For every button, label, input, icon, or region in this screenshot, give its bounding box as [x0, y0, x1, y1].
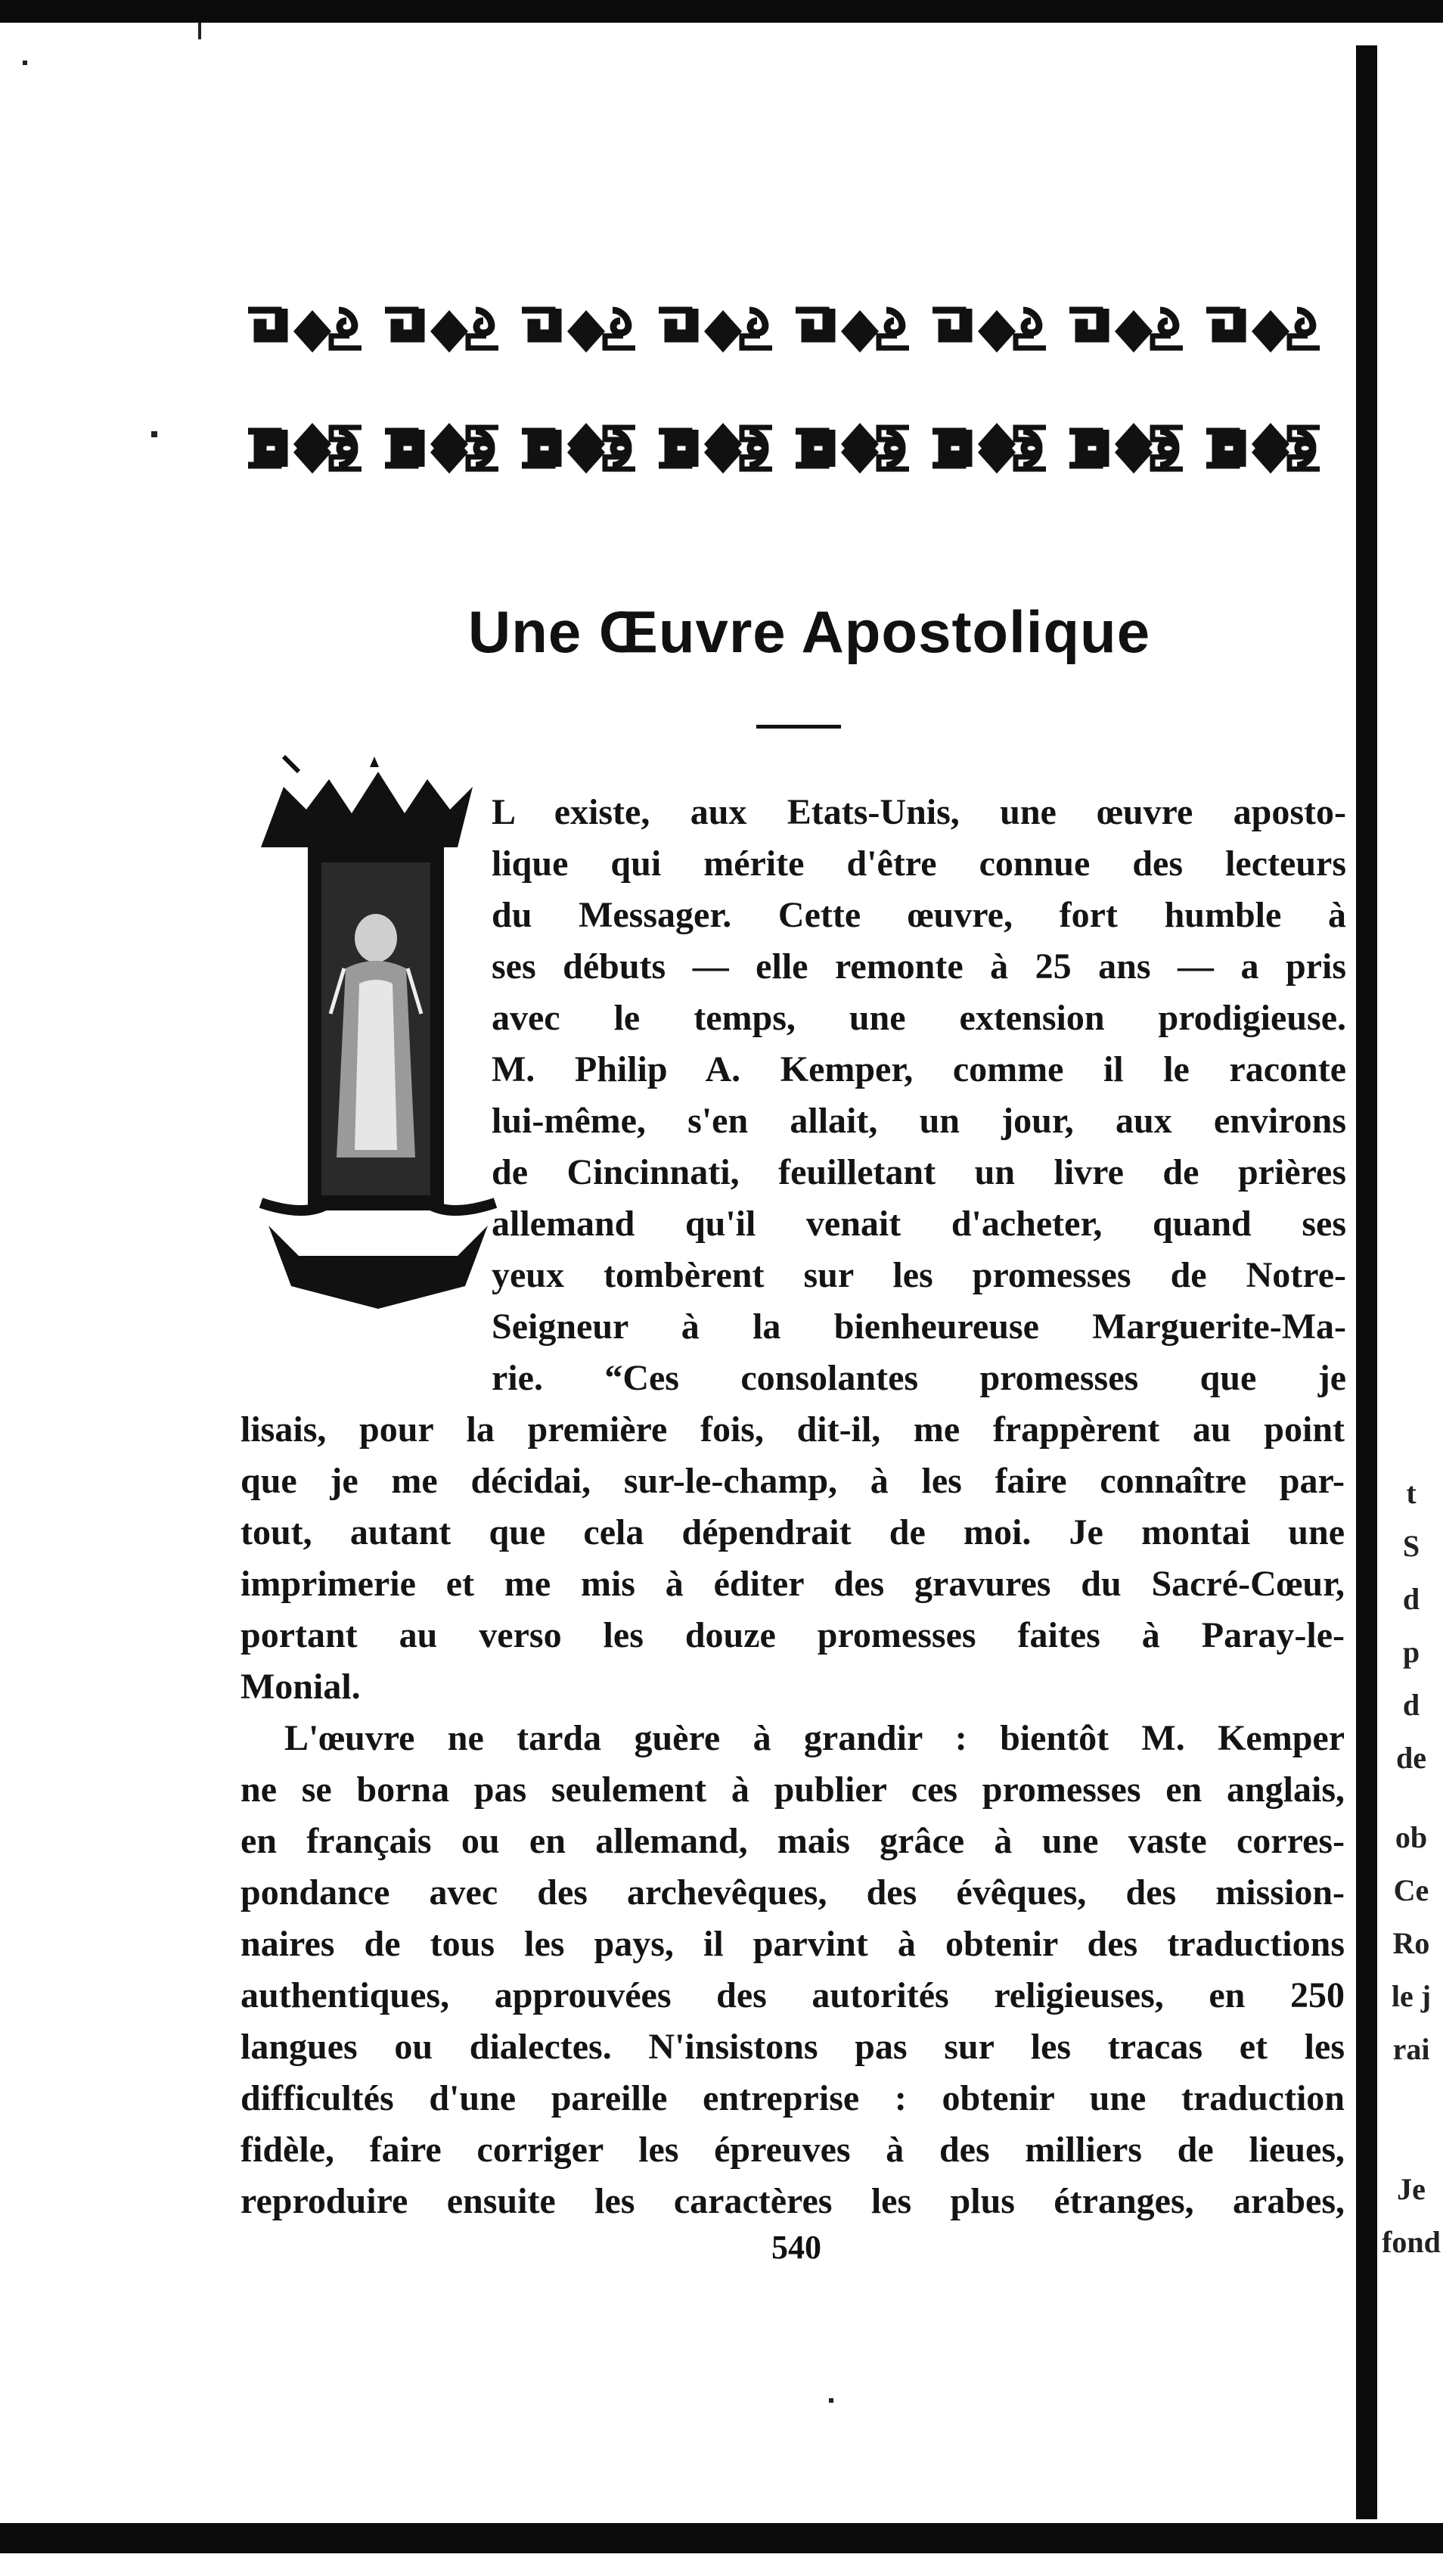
ornamental-header-band	[240, 303, 1339, 543]
margin-fragment: de	[1396, 1741, 1426, 1775]
margin-fragment: d	[1402, 1688, 1420, 1722]
scan-top-border	[0, 0, 1443, 23]
margin-fragment: ob	[1395, 1820, 1428, 1854]
text-line: ne se borna pas seulement à publier ces promesses en anglais,	[240, 1770, 1345, 1810]
text-line: avec le temps, une extension prodigieuse.	[492, 998, 1346, 1038]
margin-fragment: p	[1402, 1635, 1420, 1669]
text-line: fidèle, faire corriger les épreuves à des milliers de lieues,	[240, 2130, 1345, 2170]
text-line: L'œuvre ne tarda guère à grandir : bientôt M. Kemper	[284, 1718, 1345, 1758]
title-rule	[756, 725, 841, 729]
text-line: de Cincinnati, feuilletant un livre de prières	[492, 1152, 1346, 1192]
margin-fragment: rai	[1392, 2032, 1430, 2066]
margin-fragment: t	[1406, 1476, 1417, 1510]
text-line: imprimerie et me mis à éditer des gravures du Sacré-Cœur,	[240, 1564, 1345, 1604]
facing-page-margin	[1379, 45, 1443, 2519]
margin-fragment: fond	[1382, 2225, 1441, 2259]
margin-fragment: S	[1402, 1529, 1420, 1563]
text-line: lui-même, s'en allait, un jour, aux environs	[492, 1101, 1346, 1141]
text-line: difficultés d'une pareille entreprise : obtenir une traduction	[240, 2078, 1345, 2118]
text-line: rie. “Ces consolantes promesses que je	[492, 1358, 1346, 1398]
text-line: langues ou dialectes. N'insistons pas sur les tracas et les	[240, 2027, 1345, 2067]
text-line: ses débuts — elle remonte à 25 ans — a pris	[492, 946, 1346, 987]
scan-speck	[198, 23, 201, 39]
text-line: tout, autant que cela dépendrait de moi. Je montai une	[240, 1512, 1345, 1552]
text-line: yeux tombèrent sur les promesses de Notre-	[492, 1255, 1346, 1295]
text-line: allemand qu'il venait d'acheter, quand ses	[492, 1204, 1346, 1244]
text-line: L existe, aux Etats-Unis, une œuvre aposto-	[492, 792, 1346, 832]
margin-fragment: Je	[1397, 2172, 1426, 2206]
text-line: M. Philip A. Kemper, comme il le raconte	[492, 1049, 1346, 1089]
margin-fragment: Ce	[1393, 1873, 1429, 1907]
margin-fragment: d	[1402, 1582, 1420, 1616]
text-line: en français ou en allemand, mais grâce à une vaste corres-	[240, 1821, 1345, 1861]
text-line: pondance avec des archevêques, des évêques, des mission-	[240, 1872, 1345, 1913]
text-line: portant au verso les douze promesses faites à Paray-le-	[240, 1615, 1345, 1655]
margin-fragment: Ro	[1392, 1926, 1430, 1960]
text-line: Seigneur à la bienheureuse Marguerite-Ma-	[492, 1307, 1346, 1347]
scan-speck	[23, 61, 27, 65]
scan-speck	[829, 2398, 833, 2403]
scan-speck	[151, 431, 157, 437]
text-line: du Messager. Cette œuvre, fort humble à	[492, 895, 1346, 935]
decorative-drop-cap	[253, 749, 503, 1313]
text-line: que je me décidai, sur-le-champ, à les faire connaître par-	[240, 1461, 1345, 1501]
margin-fragment: le j	[1391, 1979, 1432, 2013]
scan-bottom-border	[0, 2523, 1443, 2553]
text-line: authentiques, approuvées des autorités religieuses, en 250	[240, 1975, 1345, 2015]
text-line: naires de tous les pays, il parvint à obtenir des traductions	[240, 1924, 1345, 1964]
text-line: lisais, pour la première fois, dit-il, me frappèrent au point	[240, 1409, 1345, 1450]
article-title: Une Œuvre Apostolique	[467, 598, 1151, 665]
text-line: reproduire ensuite les caractères les plus étranges, arabes,	[240, 2181, 1345, 2221]
text-line: lique qui mérite d'être connue des lecteurs	[492, 844, 1346, 884]
text-line: Monial.	[240, 1667, 361, 1707]
page-gutter-shadow	[1356, 45, 1377, 2519]
page-number: 540	[771, 2229, 821, 2266]
